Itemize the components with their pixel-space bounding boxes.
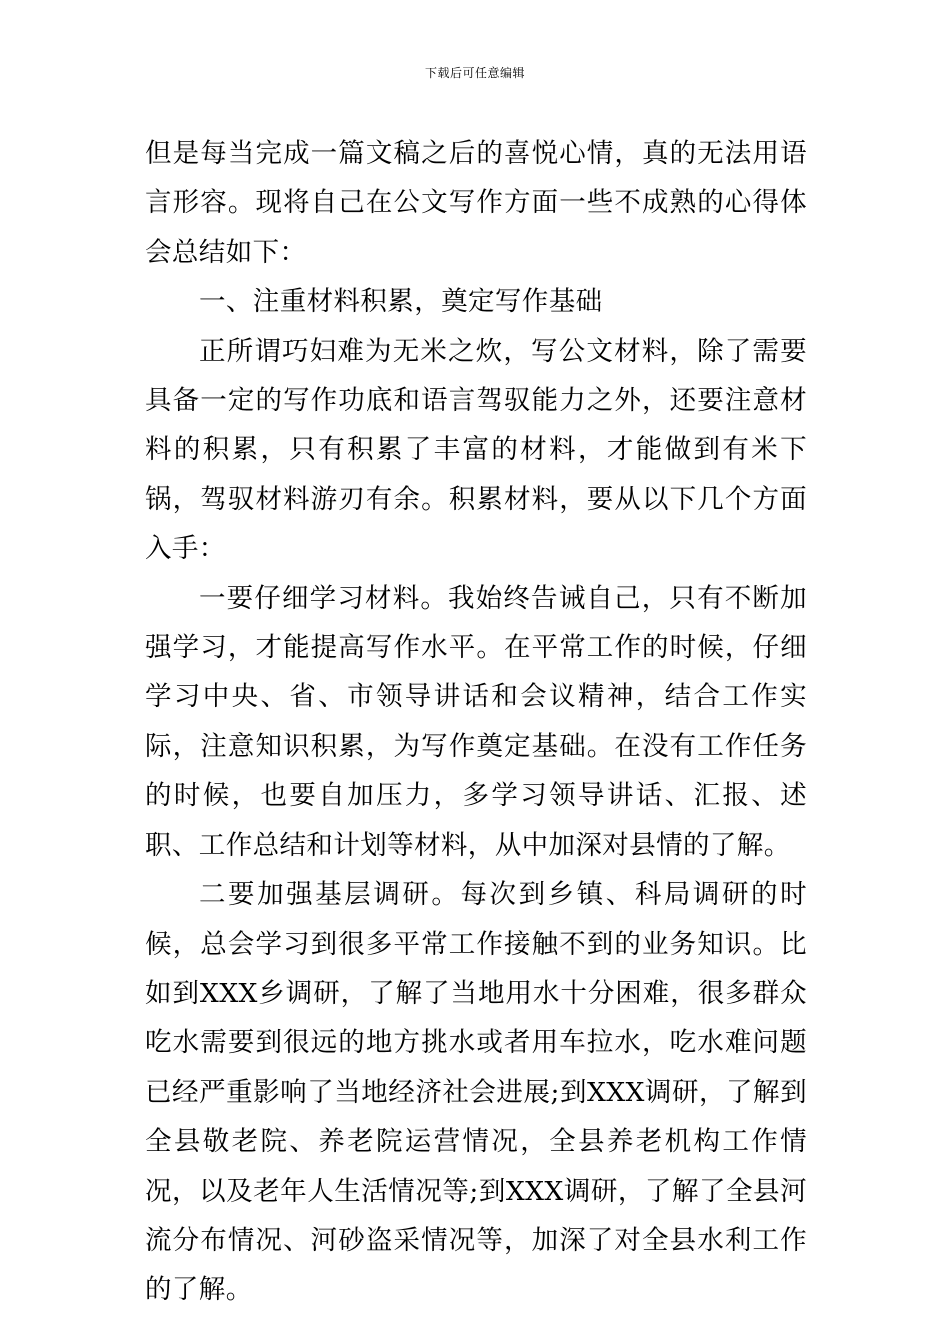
document-body	[145, 129, 807, 1315]
section-heading: 一、注重材料积累，奠定写作基础	[199, 286, 603, 318]
paragraph-grassroots-research: 二要加强基层调研。每次到乡镇、科局调研的时候，总会学习到很多平常工作接触不到的业务知识。比如到XXX乡调研，了解了当地用水十分困难，很多群众吃水需要到很远的地方挑水或者用车拉水，吃水难问题已经严重影响了当地经济社会进展;到XXX调研，了解到全县敬老院、养老院运营情况，全县养老机构工作情况，以及老年人生活情况等;到XXX调研，了解了全县河流分布情况、河砂盗采情况等，加深了对全县水利工作的了解。	[145, 879, 807, 1306]
paragraph-study-materials: 一要仔细学习材料。我始终告诫自己，只有不断加强学习，才能提高写作水平。在平常工作的时候，仔细学习中央、省、市领导讲话和会议精神，结合工作实际，注意知识积累，为写作奠定基础。在没有工作任务的时候，也要自加压力，多学习领导讲话、汇报、述职、工作总结和计划等材料，从中加深对县情的了解。	[145, 582, 807, 861]
paragraph-continuation: 但是每当完成一篇文稿之后的喜悦心情，真的无法用语言形容。现将自己在公文写作方面一些不成熟的心得体会总结如下：	[145, 138, 807, 268]
page-header: 下载后可任意编辑	[424, 66, 525, 80]
paragraph-intro: 正所谓巧妇难为无米之炊，写公文材料，除了需要具备一定的写作功底和语言驾驭能力之外，还要注意材料的积累，只有积累了丰富的材料，才能做到有米下锅，驾驭材料游刃有余。积累材料，要从以下几个方面入手：	[145, 335, 807, 565]
